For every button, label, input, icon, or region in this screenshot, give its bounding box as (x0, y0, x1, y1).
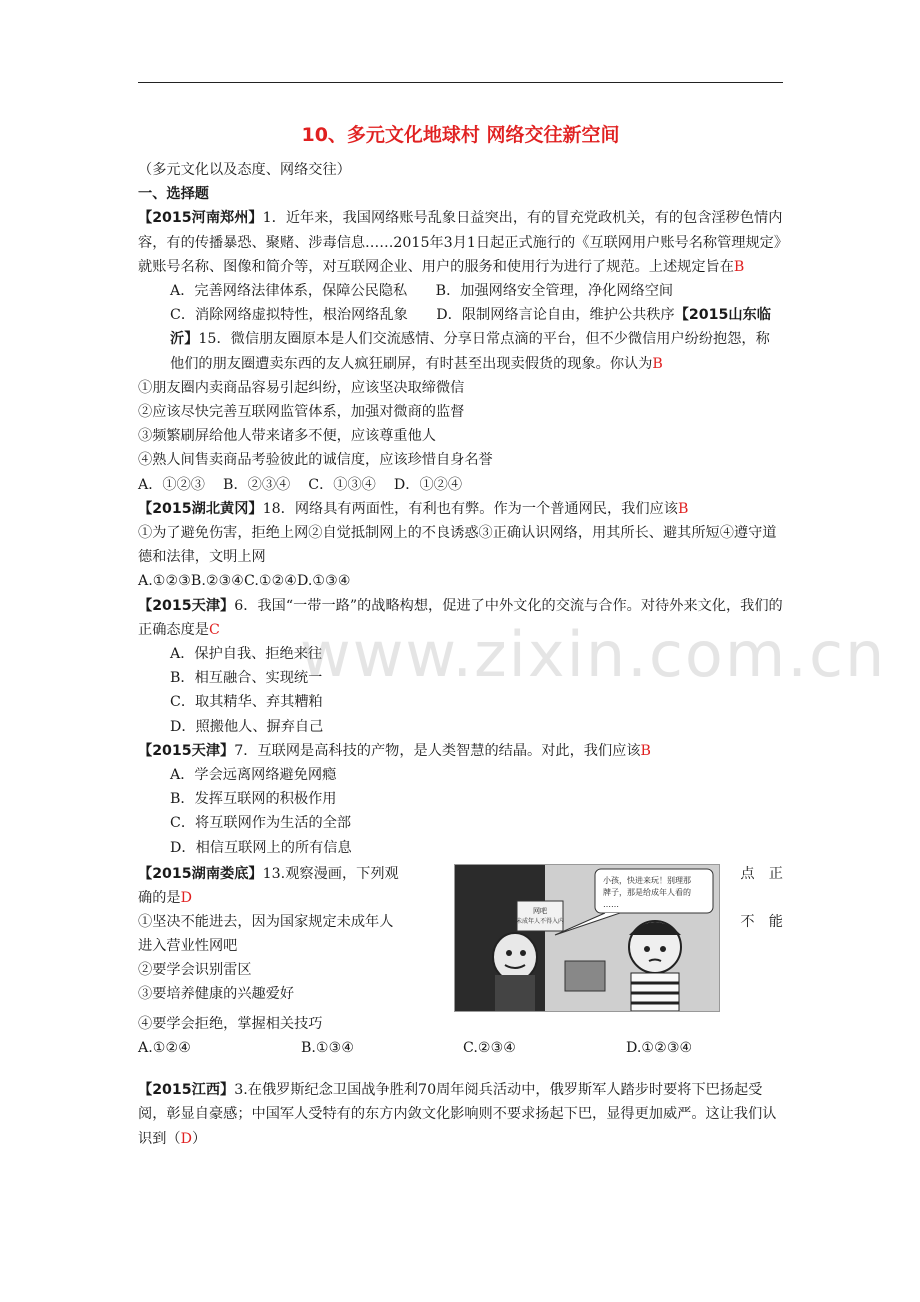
svg-text:网吧: 网吧 (533, 906, 547, 915)
option-c: C．将互联网作为生活的全部 (170, 815, 352, 832)
option-a: A．保护自我、拒绝来往 (170, 646, 323, 663)
section-heading: 一、选择题 (138, 186, 209, 203)
cartoon-image (454, 864, 720, 1012)
svg-text:牌子，那是给成年人看的: 牌子，那是给成年人看的 (603, 887, 691, 897)
question-text-close: ） (191, 1130, 207, 1147)
options-row: A.①②③B.②③④C.①②④D.①③④ (138, 573, 351, 590)
option-a: A.①②④ (138, 1040, 191, 1057)
question-text: 18．网络具有两面性，有利也有弊。作为一个普通网民，我们应该 (262, 500, 678, 517)
option-c: C．消除网络虚拟特性，根治网络乱象 (170, 307, 408, 324)
option-a: A．学会远离网络避免网瘾 (170, 767, 337, 784)
answer: B (652, 355, 663, 372)
question-source: 【2015江西】 (138, 1082, 235, 1099)
statement: ③频繁刷屏给他人带来诸多不便，应该尊重他人 (138, 428, 436, 445)
answer: D (180, 1130, 192, 1147)
question-3 (138, 497, 783, 521)
options-row: A．①②③ B．②③④ C．①③④ D．①②④ (138, 476, 463, 493)
question-source: 【2015天津】 (138, 597, 235, 614)
question-text: 3.在俄罗斯纪念卫国战争胜利70周年阅兵活动中，俄罗斯军人踏步时要将下巴扬起受阅，彰显自豪感；中国军人受特有的东方内敛文化影响则不要求扬起下巴，显得更加威严。这让我们认识到（ (138, 1082, 777, 1147)
statement-right: 不 能 (740, 913, 783, 930)
answer: B (677, 500, 689, 517)
options-row (138, 279, 783, 303)
statement: ②应该尽快完善互联网监管体系，加强对微商的监督 (138, 404, 465, 421)
question-5 (138, 739, 783, 763)
question-line (138, 862, 399, 886)
page-title: 10、多元文化地球村 网络交往新空间 (301, 124, 620, 146)
option-a: A．完善网络法律体系，保障公民隐私 (170, 283, 408, 300)
statement: 进入营业性网吧 (138, 937, 238, 954)
question-text: 1．近年来，我国网络账号乱象日益突出，有的冒充党政机关，有的包含淫秽色情内容，有的传播暴恐、聚赌、涉毒信息……2015年3月1日起正式施行的《互联网用户账号名称管理规定》就账号名称、图像和简介等，对互联网企业、用户的服务和使用行为进行了规范。上述规定旨在 (138, 210, 783, 275)
question-text: 6．我国“一带一路”的战略构想，促进了中外文化的交流与合作。对待外来文化，我们的正确态度是 (138, 597, 783, 638)
statement: ④要学会拒绝，掌握相关技巧 (138, 1015, 323, 1032)
watermark: www.zixin.com.cn (300, 618, 887, 691)
statement: ①朋友圈内卖商品容易引起纠纷，应该坚决取缔微信 (138, 379, 465, 396)
question-7 (138, 1078, 783, 1151)
question-text: 7．互联网是高科技的产物，是人类智慧的结晶。对此，我们应该 (234, 742, 641, 759)
question-6 (138, 862, 783, 1012)
statement: ③要培养健康的兴趣爱好 (138, 985, 295, 1002)
option-b: B.①③④ (301, 1040, 355, 1057)
question-line (138, 886, 192, 910)
option-d: D．限制网络言论自由，维护公共秩序 (436, 307, 675, 324)
option-b: B．发挥互联网的积极作用 (170, 791, 337, 808)
question-text: 13.观察漫画，下列观 (262, 865, 399, 882)
top-rule (138, 82, 783, 83)
option-b: B．相互融合、实现统一 (170, 670, 323, 687)
svg-text:……: …… (603, 899, 619, 909)
subtitle: （多元文化以及态度、网络交往） (138, 162, 351, 178)
option-d: D．相信互联网上的所有信息 (170, 839, 352, 856)
option-b: B．加强网络安全管理，净化网络空间 (435, 283, 674, 300)
answer: B (733, 258, 745, 275)
statement: ④熟人间售卖商品考验彼此的诚信度，应该珍惜自身名誉 (138, 452, 493, 469)
statement: ①坚决不能进去，因为国家规定未成年人 (138, 913, 394, 930)
option-c: C.②③④ (463, 1040, 517, 1057)
question-4 (138, 594, 783, 642)
statement: ②要学会识别雷区 (138, 961, 252, 978)
answer: B (640, 742, 651, 759)
question-1 (138, 206, 783, 279)
option-d: D．照搬他人、摒弃自己 (170, 718, 324, 735)
question-source: 【2015河南郑州】 (138, 210, 263, 227)
statements: ①为了避免伤害，拒绝上网②自觉抵制网上的不良诱惑③正确认识网络，用其所长、避其所短④遵守道德和法律，文明上网 (138, 525, 777, 566)
question-text: 确的是 (138, 889, 181, 906)
question-text-right: 点 正 (740, 865, 783, 882)
options-row (138, 1036, 783, 1060)
svg-text:小孩，快进来玩！别理那: 小孩，快进来玩！别理那 (603, 875, 691, 885)
answer: D (180, 889, 192, 906)
question-source: 【2015山东临沂】 (170, 307, 771, 348)
option-c: C．取其精华、弃其糟粕 (170, 694, 323, 711)
question-source: 【2015天津】 (138, 742, 235, 759)
question-text: 15．微信朋友圈原本是人们交流感情、分享日常点滴的平台，但不少微信用户纷纷抱怨，称他们的朋友圈遭卖东西的友人疯狂刷屏，有时甚至出现卖假货的现象。你认为 (170, 331, 770, 372)
cartoon-illustration (455, 865, 719, 1011)
question-source: 【2015湖南娄底】 (138, 865, 263, 882)
svg-text:未成年人不得入内: 未成年人不得入内 (515, 917, 565, 925)
answer: C (208, 621, 220, 638)
option-d: D.①②③④ (626, 1040, 693, 1057)
question-source: 【2015湖北黄冈】 (138, 500, 263, 517)
options-row (138, 303, 783, 376)
document-body (138, 122, 783, 1151)
